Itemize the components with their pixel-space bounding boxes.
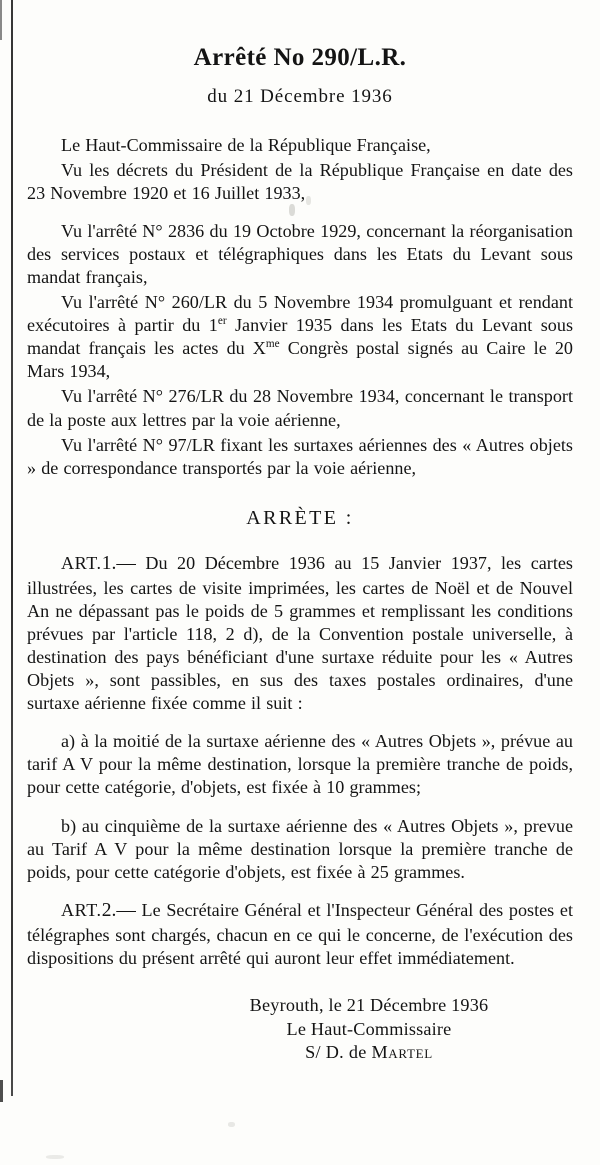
article-2-text: Le Secrétaire Général et l'Inspecteur Général des postes et télégraphes sont chargés, chacun en ce qui le concerne, de l'exécution des dispositions du présent arrêté qui auront leur effet immédiatement.: [27, 899, 573, 968]
promulgation-text-part-3: Congrès postal signés au Caire le 20 Mars 1934,: [27, 338, 574, 382]
preamble-paragraph-4: Vu l'arrêté N° 276/LR du 28 Novembre 1934, concernant le transport de la poste aux lettres par la voie aérienne,: [27, 386, 573, 430]
article-1-label: ART.: [61, 552, 102, 573]
preamble-paragraph-promulgation: [27, 291, 573, 383]
signature-block: [27, 994, 573, 1065]
page-title: Arrêté No 290/L.R.: [193, 44, 407, 71]
signature-surname: Martel: [371, 1042, 433, 1063]
article-2: [27, 899, 573, 970]
ordinal-suffix-dixieme: me: [265, 338, 280, 351]
page-edge-rule-bottom: [0, 1080, 3, 1102]
document-content: [27, 0, 573, 1165]
preamble-paragraph-3: Vu l'arrêté N° 2836 du 19 Octobre 1929, concernant la réorganisation des services postaux et télégraphiques dans les Etats du Levant sous mandat français,: [27, 220, 573, 287]
article-1-text: Du 20 Décembre 1936 au 15 Janvier 1937, les cartes illustrées, les cartes de visite imprimées, les cartes de Noël et de Nouvel An ne dépassant pas le poids de 5 grammes et remplissant les conditions prévues par l'article 118, 2 d), de la Convention postale universelle, à destination des pays bénéficiant d'une surtaxe réduite pour les « Autres Objets », sont passibles, en sus des taxes postales ordinaires, d'une surtaxe aérienne fixée comme il suit :: [27, 552, 573, 714]
article-1-number: 1.—: [101, 552, 136, 574]
preamble-section: [27, 134, 573, 480]
clause-b: b) au cinquième de la surtaxe aérienne des « Autres Objets », prevue au Tarif A V pour la même destination lorsque la première tranche de poids, pour cette catégorie d'objets, est fixée à 25 grammes.: [27, 815, 573, 882]
signature-name: [165, 1041, 573, 1065]
ordinal-suffix-premier: er: [217, 315, 227, 328]
signature-place-date: Beyrouth, le 21 Décembre 1936: [249, 994, 489, 1015]
preamble-paragraph-2: Vu les décrets du Président de la République Française en date des 23 Novembre 1920 et 16 Juillet 1933,: [27, 159, 573, 203]
page-edge-rule: [11, 0, 13, 1096]
page-subtitle: du 21 Décembre 1936: [207, 85, 393, 107]
article-2-label: ART.: [61, 899, 102, 920]
signature-prefix: S/ D. de: [305, 1042, 372, 1063]
clause-a: a) à la moitié de la surtaxe aérienne des « Autres Objets », prévue au tarif A V pour la même destination, lorsque la première tranche de poids, pour cette catégorie, d'objets, est fixée à 10 grammes;: [27, 731, 573, 798]
preamble-paragraph-5: Vu l'arrêté N° 97/LR fixant les surtaxes aériennes des « Autres objets » de correspondance transportés par la voie aérienne,: [27, 434, 573, 478]
section-heading-arrete: ARRÈTE :: [246, 506, 354, 529]
promulgation-text-part-1: Vu l'arrêté N° 260/LR du 5 Novembre 1934 promulguant et rendant exécutoires à partir du 1: [27, 292, 573, 336]
page-edge-rule-top: [0, 0, 2, 40]
article-1: [27, 552, 573, 715]
article-2-number: 2.—: [101, 899, 136, 921]
preamble-paragraph-1: Le Haut-Commissaire de la République Française,: [61, 134, 431, 155]
promulgation-text-part-2: Janvier 1935 dans les Etats du Levant sous mandat français les actes du X: [27, 315, 574, 359]
signature-role: Le Haut-Commissaire: [286, 1018, 452, 1039]
